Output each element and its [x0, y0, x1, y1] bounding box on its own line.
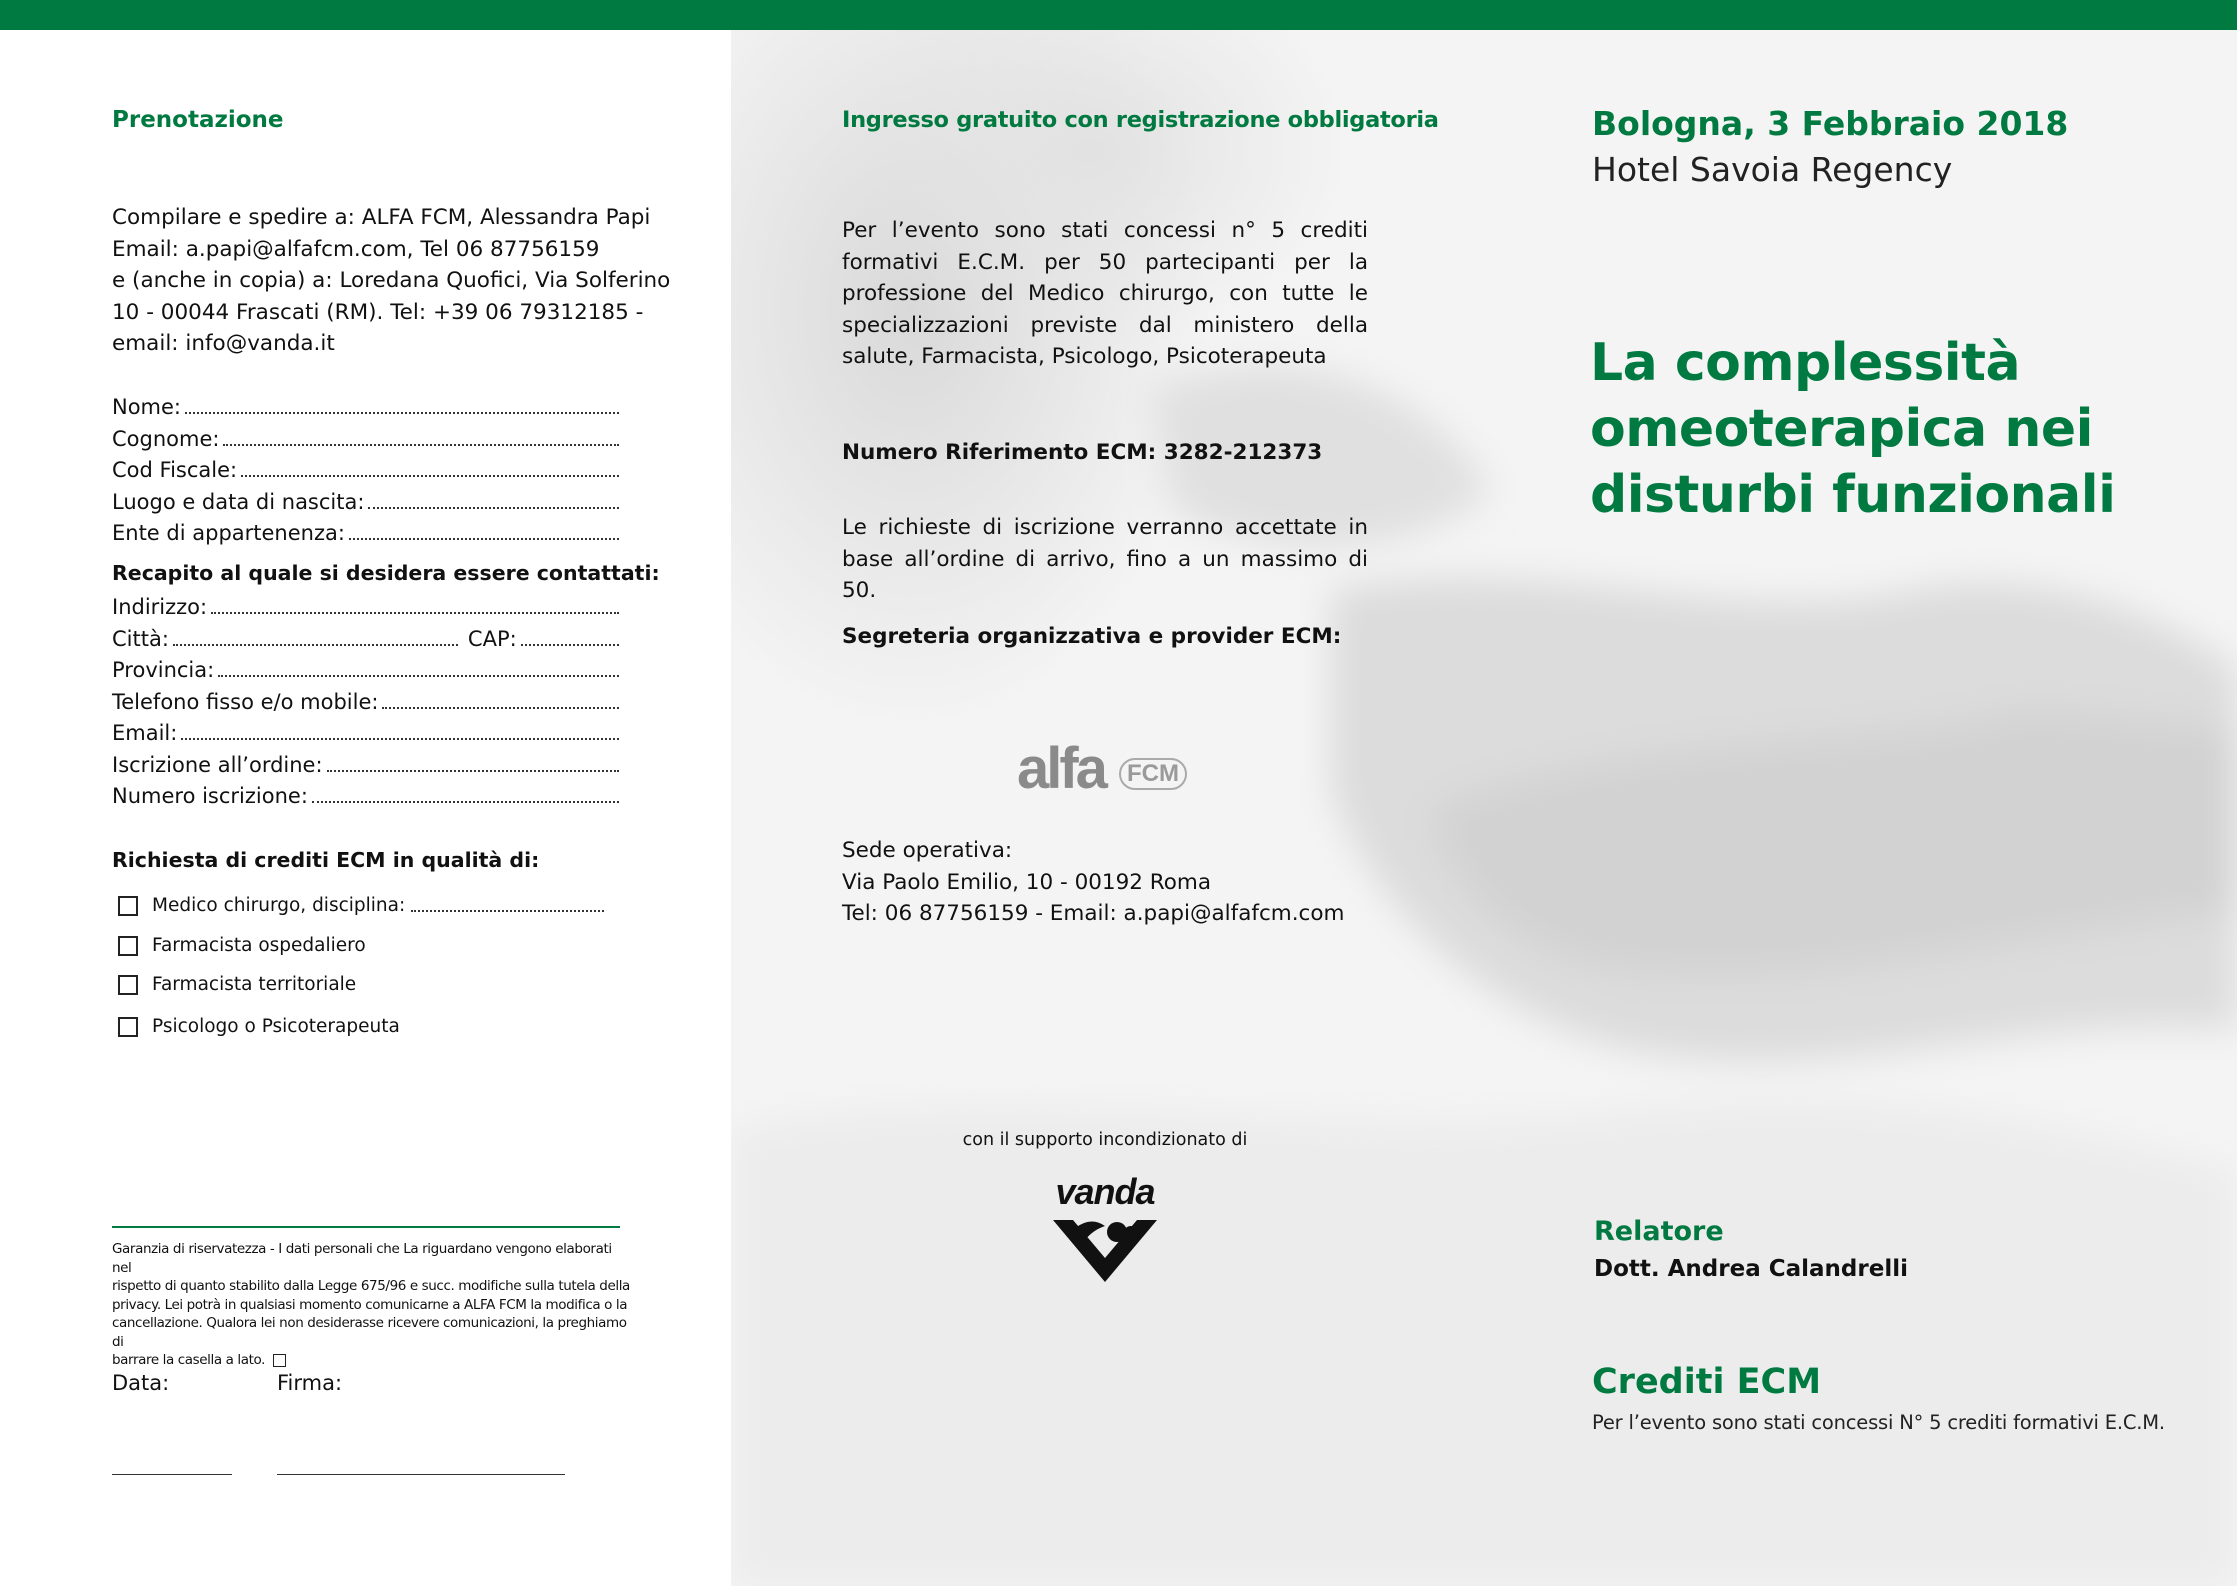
instruction-line: Compilare e spedire a: ALFA FCM, Alessandra Papi — [112, 205, 651, 230]
privacy-divider — [112, 1226, 620, 1228]
city-cap-row — [112, 624, 619, 654]
event-date: Bologna, 3 Febbraio 2018 — [1592, 104, 2069, 143]
booking-title: Prenotazione — [112, 107, 284, 133]
office-label: Sede operativa: — [842, 838, 1013, 863]
checkbox-psicologo[interactable] — [118, 1017, 138, 1037]
office-contact: Tel: 06 87756159 - Email: a.papi@alfafcm.com — [842, 901, 1345, 926]
province-field[interactable]: Provincia: — [112, 655, 619, 685]
email-field[interactable]: Email: — [112, 718, 619, 748]
speaker-label: Relatore — [1594, 1216, 1724, 1247]
option-farmacista-ospedaliero: Farmacista ospedaliero — [152, 935, 366, 956]
booking-instructions — [112, 202, 670, 360]
signature-field[interactable] — [277, 1474, 565, 1475]
instruction-line: Email: a.papi@alfafcm.com, Tel 06 87756159 — [112, 236, 600, 262]
cap-field[interactable] — [521, 624, 619, 646]
contact-heading: Recapito al quale si desidera essere contattati: — [112, 561, 660, 585]
address-field[interactable]: Indirizzo: — [112, 592, 619, 622]
option-farmacista-territoriale: Farmacista territoriale — [152, 974, 357, 995]
alfa-fcm-logo: alfa FCM — [1017, 735, 1187, 802]
surname-field[interactable]: Cognome: — [112, 424, 619, 454]
top-green-bar — [0, 0, 2237, 30]
checkbox-farmacista-territoriale[interactable] — [118, 975, 138, 995]
support-text: con il supporto incondizionato di — [962, 1130, 1248, 1150]
office-info — [842, 835, 1402, 930]
discipline-field[interactable] — [411, 894, 604, 912]
option-medico-label: Medico chirurgo, disciplina: — [152, 895, 406, 916]
event-venue: Hotel Savoia Regency — [1592, 150, 1953, 189]
credits-title: Crediti ECM — [1592, 1362, 1822, 1402]
instruction-line: email: info@vanda.it — [112, 331, 335, 356]
speaker-name: Dott. Andrea Calandrelli — [1594, 1256, 1908, 1282]
office-address: Via Paolo Emilio, 10 - 00192 Roma — [842, 869, 1212, 895]
privacy-optout-checkbox[interactable] — [273, 1354, 286, 1367]
date-label: Data: — [112, 1371, 170, 1395]
title-line: omeoterapica nei — [1590, 399, 2093, 459]
registration-number-field[interactable]: Numero iscrizione: — [112, 781, 619, 811]
option-psicologo: Psicologo o Psicoterapeuta — [152, 1016, 400, 1037]
ecm-reference: Numero Riferimento ECM: 3282-212373 — [842, 440, 1323, 465]
title-line: La complessità — [1590, 333, 2021, 393]
instruction-line: e (anche in copia) a: Loredana Quofici, Via Solferino — [112, 268, 671, 293]
vanda-logo: vanda — [1020, 1172, 1190, 1288]
birth-place-date-field[interactable]: Luogo e data di nascita: — [112, 487, 619, 517]
privacy-notice: Garanzia di riservatezza - I dati personali che La riguardano vengono elaborati nel rispetto di quanto stabilito dalla Legge 675/96 e succ. modifiche sulla tutela della privacy. Lei potrà in qualsiasi momento comunicarne a ALFA FCM la modifica o la cancellazione. Qualora lei non desiderasse ricevere comunicazioni, la preghiamo di barrare la casella a lato. — [112, 1241, 630, 1368]
secretariat-heading: Segreteria organizzativa e provider ECM: — [842, 624, 1342, 649]
tax-code-field[interactable]: Cod Fiscale: — [112, 455, 619, 485]
vanda-heart-icon — [1045, 1212, 1165, 1288]
option-medico — [152, 894, 604, 918]
organization-field[interactable]: Ente di appartenenza: — [112, 518, 619, 548]
event-title — [1590, 330, 2115, 528]
acceptance-text: Le richieste di iscrizione verranno accettate in base all’ordine di arrivo, fino a un massimo di 50. — [842, 515, 1368, 603]
checkbox-farmacista-ospedaliero[interactable] — [118, 936, 138, 956]
order-registration-field[interactable]: Iscrizione all’ordine: — [112, 750, 619, 780]
cap-label: CAP: — [467, 627, 517, 651]
signature-label: Firma: — [277, 1371, 343, 1395]
date-field[interactable] — [112, 1474, 232, 1475]
instruction-line: 10 - 00044 Frascati (RM). Tel: +39 06 79312185 - — [112, 299, 644, 325]
ecm-description: Per l’evento sono stati concessi n° 5 crediti formativi E.C.M. per 50 partecipanti per la professione del Medico chirurgo, con tutte le specializzazioni previste dal ministero della salute, Farmacista, Psicologo, Psicoterapeuta — [842, 218, 1368, 369]
city-field[interactable] — [173, 624, 458, 646]
title-line: disturbi funzionali — [1590, 465, 2116, 525]
credits-request-heading: Richiesta di crediti ECM in qualità di: — [112, 848, 540, 872]
credits-text: Per l’evento sono stati concessi N° 5 crediti formativi E.C.M. — [1592, 1411, 2165, 1434]
city-label: Città: — [112, 627, 169, 651]
info-title: Ingresso gratuito con registrazione obbligatoria — [842, 107, 1439, 133]
checkbox-medico[interactable] — [118, 896, 138, 916]
name-field[interactable]: Nome: — [112, 392, 619, 422]
phone-field[interactable]: Telefono fisso e/o mobile: — [112, 687, 619, 717]
